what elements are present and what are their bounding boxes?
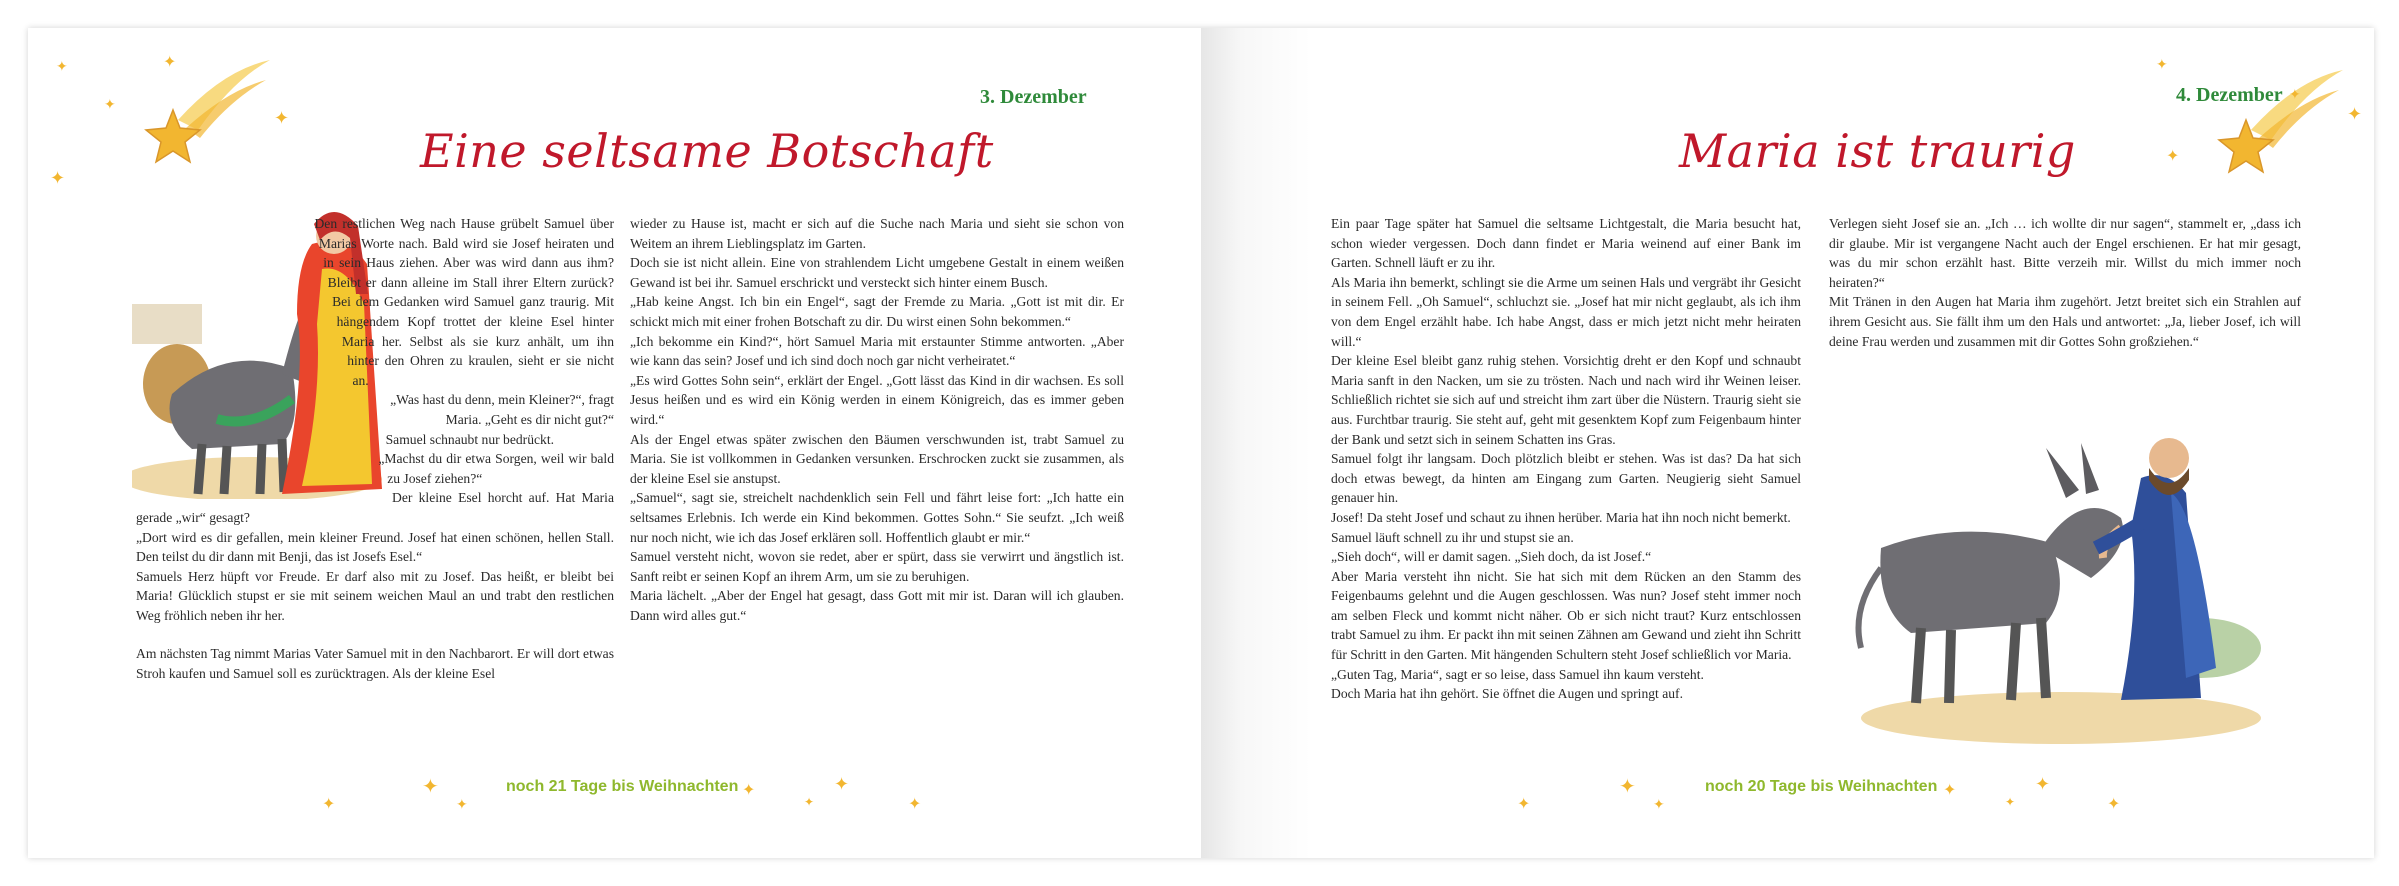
- star-icon: ✦: [1653, 797, 1665, 813]
- countdown-label: noch 21 Tage bis Weihnachten: [506, 778, 739, 795]
- star-icon: ✦: [322, 794, 336, 813]
- shooting-star-icon: [2211, 60, 2351, 180]
- countdown-label: noch 20 Tage bis Weihnachten: [1705, 778, 1938, 795]
- right-page: [1201, 28, 2374, 858]
- star-icon: ✦: [1943, 780, 1957, 799]
- open-book: [28, 28, 2374, 858]
- date-heading: 3. Dezember: [980, 86, 1087, 108]
- text-column-2: Verlegen sieht Josef sie an. „Ich … ich wollte dir nur sagen“, stammelt er, „dass ich dir glaube. Mir ist vergangene Nacht auch der Engel erschienen. Er hat mir gesagt, was du mir schon erzählt hast. Bitte verzeih mir. Willst du mich immer noch heiraten?“ Mit Tränen in den Augen hat Maria ihm zugehört. Jetzt breitet sich ein Strahlen auf ihrem Gesicht aus. Sie fällt ihm um den Hals und antwortet: „Ja, lieber Josef, ich will deine Frau werden und zusammen mit dir Gottes Sohn großziehen.“: [1829, 216, 2301, 349]
- star-icon: ✦: [908, 794, 922, 813]
- text-column-1: Ein paar Tage später hat Samuel die seltsame Lichtgestalt, die Maria besucht hat, schon wieder vergessen. Doch dann findet er Maria weinend auf einer Bank im Garten. Schnell läuft er zu ihr. Als Maria ihn bemerkt, schlingt sie die Arme um seinen Hals und vergräbt ihr Gesicht in seinem Fell. „Oh Samuel“, schluchzt sie. „Josef hat mir nicht geglaubt, als ich ihm von dem Engel erzählt habe. Ich habe Angst, dass er mich jetzt nicht mehr heiraten will.“ Der kleine Esel bleibt ganz ruhig stehen. Vorsichtig dreht er den Kopf und schnaubt Maria sanft in den Nacken, um sie zu trösten. Nach und nach wird ihr Weinen leiser. Schließlich richtet sie sich auf und streicht ihm zart über die Nüstern. Traurig sieht sie aus. Furchtbar traurig. Sie steht auf, geht mit gesenktem Kopf zum Feigenbaum hinter der Bank und setzt sich in seinem Schatten ins Gras. Samuel folgt ihr langsam. Doch plötzlich bleibt er stehen. Was ist das? Da hat sich doch etwas bewegt, da hinten am Eingang zum Garten. Neugierig sieht Samuel genauer hin. Josef! Da steht Josef und schaut zu ihnen herüber. Maria hat ihn noch nicht bemerkt. Samuel läuft schnell zu ihr und stupst sie an. „Sieh doch“, will er damit sagen. „Sieh doch, da ist Josef.“ Aber Maria versteht ihn nicht. Sie hat sich mit dem Rücken an den Stamm des Feigenbaums gelehnt und die Augen geschlossen. Was nun? Josef steht immer noch am selben Fleck und kommt nicht näher. Ob er sich nicht traut? Kurz entschlossen trabt Samuel zu ihm. Er packt ihn mit seinen Zähnen am Gewand und zieht ihn Schritt für Schritt in den Garten. Mit hängenden Schultern steht Josef schließlich vor Maria. „Guten Tag, Maria“, sagt er so leise, dass Samuel ihn kaum versteht. Doch Maria hat ihn gehört. Sie öffnet die Augen und springt auf.: [1331, 216, 1801, 702]
- star-icon: ✦: [2289, 87, 2301, 103]
- star-icon: ✦: [56, 59, 68, 75]
- star-icon: ✦: [834, 774, 850, 795]
- star-icon: ✦: [2005, 795, 2016, 809]
- star-icon: ✦: [1517, 794, 1531, 813]
- text-column-1: Den restlichen Weg nach Hause grübelt Samuel über Marias Worte nach. Bald wird sie Josef heiraten und in sein Haus ziehen. Aber was wird dann aus ihm? Bleibt er dann alleine im Stall ihrer Eltern zurück? Bei dem Gedanken wird Samuel ganz traurig. Mit hängendem Kopf trottet der kleine Esel hinter Maria her. Selbst als sie kurz anhält, um ihn hinter den Ohren zu kraulen, sieht er sie nicht an. „Was hast du denn, mein Kleiner?“, fragt Maria. „Geht es dir nicht gut?“ Samuel schnaubt nur bedrückt. „Machst du dir etwa Sorgen, weil wir bald zu Josef ziehen?“ Der kleine Esel horcht auf. Hat Maria gerade „wir“ gesagt? „Dort wird es dir gefallen, mein kleiner Freund. Josef hat einen schönen, hellen Stall. Den teilst du dir dann mit Benji, das ist Josefs Esel.“ Samuels Herz hüpft vor Freude. Er darf also mit zu Josef. Das heißt, er bleibt bei Maria! Glücklich stupst er sie mit seinem weichen Maul an und trabt den restlichen Weg fröhlich neben ihr her. Am nächsten Tag nimmt Marias Vater Samuel mit in den Nachbarort. Er will dort etwas Stroh kaufen und Samuel soll es zurücktragen. Als der kleine Esel: [136, 214, 614, 684]
- left-page: [28, 28, 1201, 858]
- page-title: Maria ist traurig: [1679, 124, 2076, 178]
- star-icon: ✦: [2347, 104, 2363, 125]
- page-title: Eine seltsame Botschaft: [420, 124, 994, 178]
- star-icon: ✦: [163, 52, 177, 71]
- star-icon: ✦: [456, 797, 468, 813]
- star-icon: ✦: [742, 780, 756, 799]
- star-icon: ✦: [50, 168, 66, 189]
- star-icon: ✦: [2156, 57, 2168, 73]
- star-icon: ✦: [2107, 794, 2121, 813]
- star-icon: ✦: [2166, 146, 2180, 165]
- star-icon: ✦: [422, 774, 439, 798]
- shooting-star-icon: [138, 50, 278, 180]
- star-icon: ✦: [1619, 774, 1636, 798]
- star-icon: ✦: [104, 97, 116, 113]
- star-icon: ✦: [2035, 774, 2051, 795]
- text-column-2: wieder zu Hause ist, macht er sich auf die Suche nach Maria und sieht sie schon von Weitem an ihrem Lieblingsplatz im Garten. Doch sie ist nicht allein. Eine von strahlendem Licht umgebene Gestalt in einem weißen Gewand ist bei ihr. Samuel erschrickt und versteckt sich hinter einem Busch. „Hab keine Angst. Ich bin ein Engel“, sagt der Fremde zu Maria. „Gott ist mit dir. Er schickt mich mit einer frohen Botschaft zu dir. Du wirst einen Sohn bekommen.“ „Ich bekomme ein Kind?“, hört Samuel Maria mit erstaunter Stimme antworten. „Aber wie kann das sein? Josef und ich sind doch noch gar nicht verheiratet.“ „Es wird Gottes Sohn sein“, erklärt der Engel. „Gott lässt das Kind in dir wachsen. Es soll Jesus heißen und es wird ein König werden in einem Königreich, das es immer geben wird.“ Als der Engel etwas später zwischen den Bäumen verschwunden ist, trabt Samuel zu Maria. Sie ist vollkommen in Gedanken versunken. Erschrocken zuckt sie zusammen, als der kleine Esel sie anstupst. „Samuel“, sagt sie, streichelt nachdenklich sein Fell und fährt leise fort: „Ich hatte ein seltsames Erlebnis. Ich werde ein Kind bekommen. Gottes Sohn.“ Sie seufzt. „Ich weiß nur noch nicht, wie ich das Josef erklären soll. Hoffentlich glaubt er mir.“ Samuel versteht nicht, wovon sie redet, aber er spürt, dass sie verwirrt und ängstlich ist. Sanft reibt er seinen Kopf an ihrem Arm, um sie zu beruhigen. Maria lächelt. „Aber der Engel hat gesagt, dass Gott mit mir ist. Daran will ich glauben. Dann wird alles gut.“: [630, 216, 1124, 623]
- star-icon: ✦: [274, 108, 290, 129]
- star-icon: ✦: [804, 795, 815, 809]
- date-heading: 4. Dezember: [2176, 84, 2283, 106]
- donkey-josef-illustration: [1841, 418, 2261, 748]
